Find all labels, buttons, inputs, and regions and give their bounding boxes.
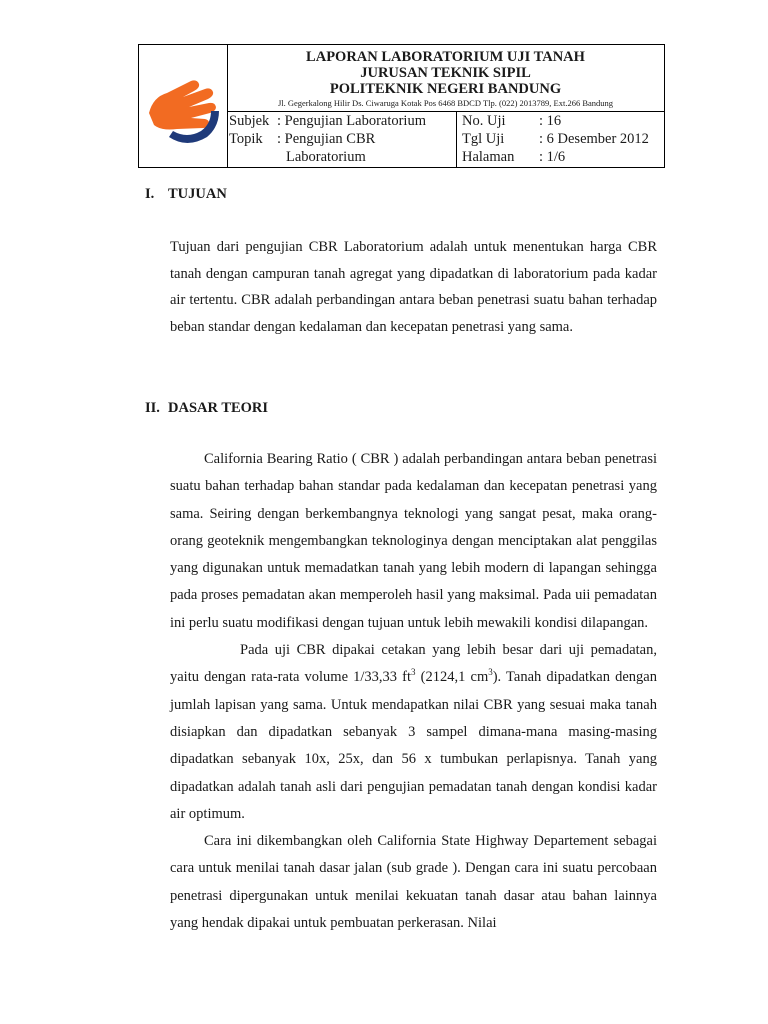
section2-heading xyxy=(145,400,268,417)
section1-number: I. xyxy=(145,186,155,202)
logo-cell xyxy=(139,45,228,167)
section1-paragraph: Tujuan dari pengujian CBR Laboratorium adalah untuk menentukan harga CBR tanah dengan campuran tanah agregat yang dipadatkan di laboratorium pada kadar air tertentu. CBR adalah perbandingan antara beban penetrasi suatu bahan terhadap beban standar dengan kedalaman dan kecepatan penetrasi yang sama. xyxy=(170,239,657,335)
section1-heading xyxy=(145,186,227,203)
section2-paragraph3: Cara ini dikembangkan oleh California State Highway Departement sebagai cara untuk menilai tanah dasar jalan (sub grade ). Dengan cara ini suatu percobaan penetrasi dipergunakan untuk menilai kekuatan tanah dasar atau bahan lainnya yang hendak dipakai untuk pembuatan perkerasan. Nilai xyxy=(170,833,657,932)
subjek-label: Subjek xyxy=(229,113,270,129)
document-header xyxy=(138,44,665,168)
section2-paragraph2: Pada uji CBR dipakai cetakan yang lebih besar dari uji pemadatan, yaitu dengan rata-rata volume 1/33,33 $ft^3$ (2124,1 $cm^3$). Tanah dipadatkan dengan jumlah lapisan yang sama. Untuk mendapatkan nilai CBR yang sesuai maka tanah disiapkan dan dipadatkan sebanyak 3 sampel dimana-mana masing-masing dipadatkan sebanyak 10x, 25x, dan 56 x tumbukan perlapisnya. Tanah yang dipadatkan adalah tanah asli dari pengujian pemadatan tanah dengan kondisi kadar air optimum. xyxy=(170,642,657,822)
subjek-value: : Pengujian Laboratorium xyxy=(277,113,426,129)
header-test-info xyxy=(457,111,664,167)
header-address: Jl. Gegerkalong Hilir Ds. Ciwaruga Kotak Pos 6468 BDCD Tlp. (022) 2013789, Ext.266 Bandung xyxy=(277,98,614,108)
section1-title: TUJUAN xyxy=(168,186,227,202)
halaman-label: Halaman xyxy=(462,149,515,165)
section2-body xyxy=(170,446,657,937)
header-title-area xyxy=(227,45,664,111)
tgl-uji-value: : 6 Desember 2012 xyxy=(539,131,649,147)
header-subject-topic xyxy=(227,111,457,167)
header-title-line2: JURUSAN TEKNIK SIPIL xyxy=(360,65,531,81)
topik-label: Topik xyxy=(229,131,263,147)
polban-logo-icon xyxy=(139,45,227,167)
section2-title: DASAR TEORI xyxy=(168,400,269,416)
section2-number: II. xyxy=(145,400,160,416)
no-uji-value: : 16 xyxy=(539,113,562,129)
section2-paragraph1: California Bearing Ratio ( CBR ) adalah perbandingan antara beban penetrasi suatu bahan terhadap bahan standar pada kedalaman dan kecepatan penetrasi yang sama. Seiring dengan berkembangnya teknologi yang sangat pesat, maka orang-orang geoteknik mengembangkan teknologinya dengan menciptakan alat penggilas yang digunakan untuk memadatkan tanah yang lebih modern di lapangan sehingga pada proses pemadatan akan memperoleh hasil yang maksimal. Pada uii pemadatan ini perlu suatu modifikasi dengan tujuan untuk lebih mewakili kondisi dilapangan. xyxy=(170,451,657,631)
topik-value-cont: Laboratorium xyxy=(286,149,366,165)
header-title-line1: LAPORAN LABORATORIUM UJI TANAH xyxy=(306,49,585,65)
topik-value: : Pengujian CBR xyxy=(277,131,376,147)
no-uji-label: No. Uji xyxy=(462,113,506,129)
tgl-uji-label: Tgl Uji xyxy=(462,131,505,147)
header-title-line3: POLITEKNIK NEGERI BANDUNG xyxy=(329,81,562,97)
halaman-value: : 1/6 xyxy=(539,149,566,165)
